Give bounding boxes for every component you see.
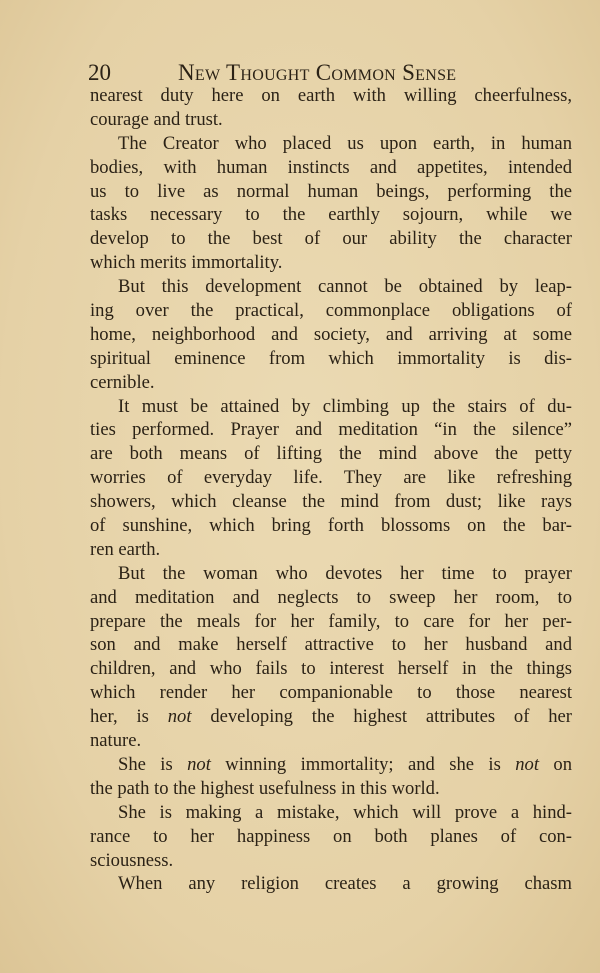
body-text [90, 84, 572, 896]
text-line [90, 657, 572, 681]
line-text: on [539, 753, 572, 775]
line-text: develop to the best of our ability the character [90, 228, 572, 250]
line-text: cernible. [90, 371, 155, 393]
text-line [90, 299, 572, 323]
line-text: But this development cannot be obtained by leap- [118, 276, 572, 298]
line-text: her, is [90, 706, 168, 728]
emphasis-text: not [515, 753, 539, 775]
line-text: developing the highest attributes of her [191, 706, 572, 728]
line-text: nature. [90, 730, 142, 752]
text-line [90, 872, 572, 896]
text-line [90, 825, 572, 849]
text-line [90, 586, 572, 610]
line-text: sciousness. [90, 849, 174, 871]
line-text: worries of everyday life. They are like refreshing [90, 467, 572, 489]
line-text: It must be attained by climbing up the stairs of du- [118, 395, 572, 417]
line-text: and meditation and neglects to sweep her room, to [90, 586, 572, 608]
text-line [90, 562, 572, 586]
line-text: She is [118, 753, 188, 775]
line-text: which render her companionable to those nearest [90, 682, 572, 704]
text-line [90, 180, 572, 204]
line-text: But the woman who devotes her time to prayer [118, 562, 572, 584]
text-line [90, 371, 572, 395]
text-line [90, 801, 572, 825]
line-text: winning immortality; and she is [210, 753, 516, 775]
text-line [90, 132, 572, 156]
text-line [90, 251, 572, 275]
text-line [90, 347, 572, 371]
text-line [90, 777, 572, 801]
line-text: home, neighborhood and society, and arriving at some [90, 323, 572, 345]
text-line [90, 490, 572, 514]
line-text: of sunshine, which bring forth blossoms on the bar- [90, 515, 572, 537]
text-line [90, 514, 572, 538]
text-line [90, 538, 572, 562]
text-line [90, 418, 572, 442]
text-line [90, 395, 572, 419]
line-text: ren earth. [90, 538, 161, 560]
text-line [90, 108, 572, 132]
text-line [90, 729, 572, 753]
running-title: New Thought Common Sense [178, 60, 457, 85]
line-text: children, and who fails to interest herself in the things [90, 658, 572, 680]
line-text: ties performed. Prayer and meditation “in the silence” [90, 419, 572, 441]
line-text: prepare the meals for her family, to care for her per- [90, 610, 572, 632]
line-text: rance to her happiness on both planes of con- [90, 825, 572, 847]
page-number: 20 [88, 60, 111, 85]
line-text: The Creator who placed us upon earth, in human [118, 132, 572, 154]
line-text: spiritual eminence from which immortality is dis- [90, 347, 572, 369]
text-line [90, 84, 572, 108]
line-text: us to live as normal human beings, performing the [90, 180, 572, 202]
text-line [90, 681, 572, 705]
line-text: courage and trust. [90, 108, 223, 130]
text-line [90, 753, 572, 777]
text-line [90, 275, 572, 299]
line-text: ing over the practical, commonplace obligations of [90, 300, 572, 322]
line-text: tasks necessary to the earthly sojourn, while we [90, 204, 572, 226]
text-line [90, 610, 572, 634]
text-line [90, 466, 572, 490]
text-line [90, 323, 572, 347]
text-line [90, 633, 572, 657]
emphasis-text: not [167, 706, 192, 728]
text-line [90, 203, 572, 227]
line-text: son and make herself attractive to her husband and [90, 634, 572, 656]
text-line [90, 442, 572, 466]
text-line [90, 227, 572, 251]
emphasis-text: not [187, 753, 211, 775]
line-text: showers, which cleanse the mind from dust; like rays [90, 491, 572, 513]
line-text: which merits immortality. [90, 252, 283, 274]
line-text: When any religion creates a growing chasm [118, 873, 572, 895]
line-text: the path to the highest usefulness in this world. [90, 777, 440, 799]
text-line [90, 849, 572, 873]
line-text: are both means of lifting the mind above the petty [90, 443, 572, 465]
line-text: bodies, with human instincts and appetites, intended [90, 156, 572, 178]
line-text: She is making a mistake, which will prove a hind- [118, 801, 572, 823]
text-line [90, 705, 572, 729]
text-line [90, 156, 572, 180]
line-text: nearest duty here on earth with willing cheerfulness, [90, 85, 572, 106]
